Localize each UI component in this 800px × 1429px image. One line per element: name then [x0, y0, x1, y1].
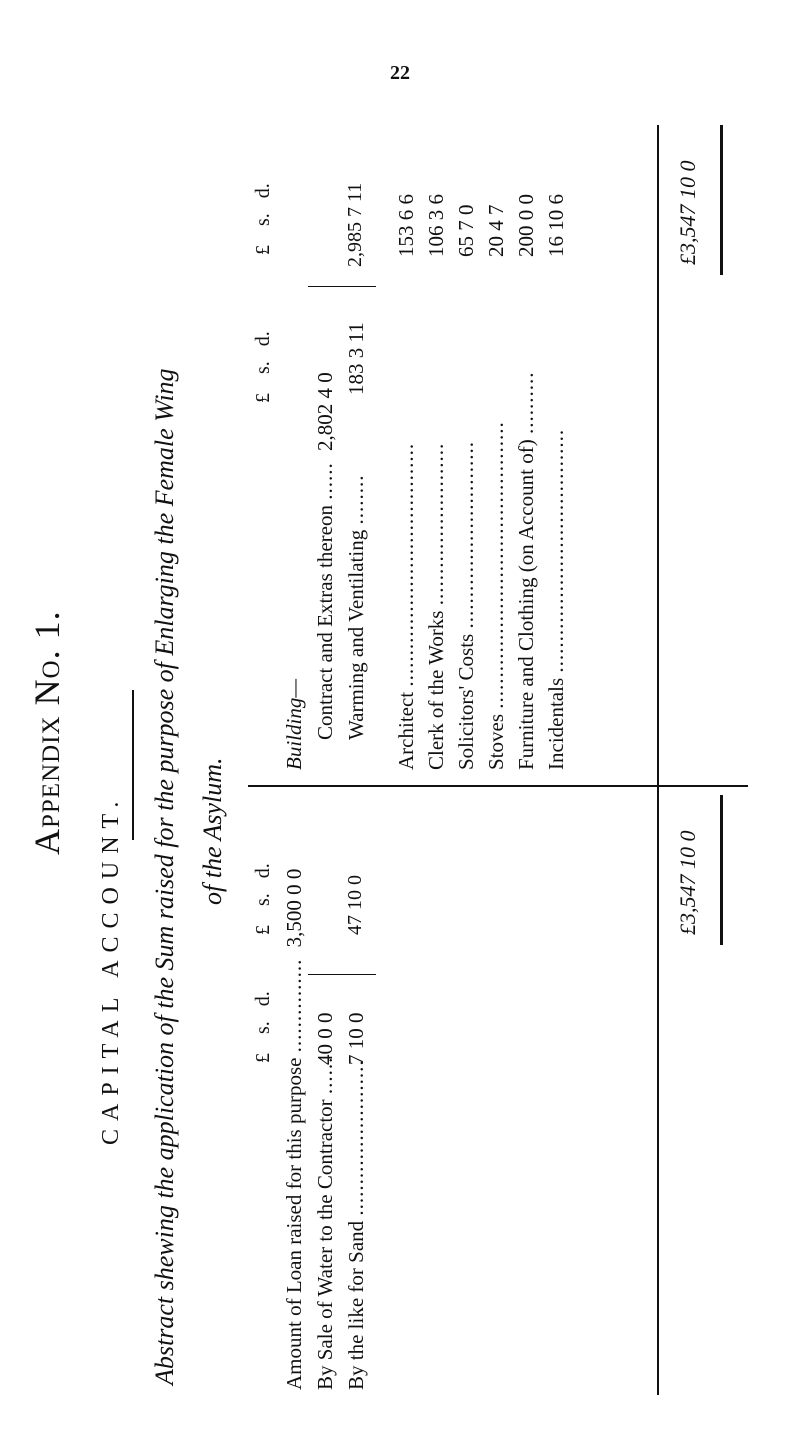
payment-label: Furniture and Clothing (on Account of): [514, 439, 538, 770]
payments-pounds-header: £: [252, 245, 274, 255]
payment-amount: 2,802 4 0: [313, 372, 337, 451]
receipt-label: By the like for Sand: [344, 1220, 368, 1390]
column-divider: [248, 785, 748, 787]
payment-row-incidentals: [544, 194, 569, 770]
receipts-pence-header: d.: [252, 863, 274, 879]
leader-dots: ......: [313, 1056, 337, 1095]
payments-total: £3,547 10 0: [675, 160, 700, 265]
page-number: 22: [390, 62, 410, 84]
payment-row-stoves: [484, 204, 509, 770]
payments-inner-shillings-header: s.: [252, 361, 274, 374]
payment-row-furniture: [514, 194, 539, 770]
receipts-subtotal: 47 10 0: [344, 875, 366, 935]
payment-label: Architect: [394, 691, 418, 770]
payment-amount: 106 3 6: [424, 194, 448, 257]
payment-amount: 153 6 6: [394, 194, 418, 257]
building-heading: Building—: [282, 678, 306, 770]
payments-pence-header: d.: [252, 183, 274, 199]
receipts-inner-pounds-header: £: [252, 1053, 274, 1063]
totals-rule: [657, 125, 659, 1395]
payment-row-contract: [313, 372, 338, 740]
payment-amount: 65 7 0: [454, 204, 478, 257]
payments-inner-pence-header: d.: [252, 331, 274, 347]
payment-label: Solicitors' Costs: [454, 633, 478, 770]
receipts-pounds-header: £: [252, 925, 274, 935]
receipts-total-underline: [720, 795, 723, 945]
receipts-total: £3,547 10 0: [675, 830, 700, 935]
leader-dots: .......................................: [394, 442, 418, 687]
receipt-row-sand: [344, 1012, 369, 1390]
leader-dots: ........: [344, 474, 368, 525]
payment-row-solicitors: [454, 204, 479, 770]
receipts-shillings-header: s.: [252, 893, 274, 906]
receipt-label: Amount of Loan raised for this purpose: [282, 1057, 306, 1390]
payment-label: Stoves: [484, 713, 508, 770]
payment-amount: 16 10 6: [544, 194, 568, 257]
payment-row-architect: [394, 194, 419, 770]
leader-dots: ..............................................: [484, 421, 508, 709]
payment-row-clerk: [424, 194, 449, 770]
payment-label: Clerk of the Works: [424, 610, 448, 770]
rotated-ledger-page: [20, 115, 780, 1415]
leader-dots: .......................................: [544, 428, 568, 673]
building-total: 2,985 7 11: [344, 182, 366, 267]
receipt-amount: 40 0 0: [313, 1012, 337, 1065]
payments-shillings-header: s.: [252, 213, 274, 226]
subtotal-bracket: [308, 974, 376, 975]
payments-inner-pounds-header: £: [252, 393, 274, 403]
receipts-inner-pence-header: d.: [252, 991, 274, 1007]
leader-dots: ..........................: [424, 442, 448, 606]
account-heading: CAPITAL ACCOUNT.: [98, 793, 124, 1145]
leader-dots: .........................: [344, 1059, 368, 1216]
payment-label: Contract and Extras thereon: [313, 505, 337, 740]
appendix-title: Appendix No. 1.: [27, 610, 67, 855]
payments-total-underline: [720, 125, 723, 275]
receipts-inner-shillings-header: s.: [252, 1021, 274, 1034]
leader-dots: ...............: [282, 958, 306, 1053]
leader-dots: ..............................: [454, 441, 478, 629]
payment-amount: 183 3 11: [344, 322, 368, 395]
payment-amount: 20 4 7: [484, 204, 508, 257]
payment-label: Incidentals: [544, 677, 568, 770]
payment-row-warming: [344, 322, 369, 740]
abstract-title-continued: of the Asylum.: [198, 757, 227, 905]
receipt-row-water: [313, 1012, 338, 1390]
payment-label: Warming and Ventilating: [344, 529, 368, 740]
payment-amount: 200 0 0: [514, 194, 538, 257]
abstract-title: Abstract shewing the application of the Sum raised for the purpose of Enlarging the Female Wing: [150, 368, 179, 1385]
leader-dots: ......: [313, 462, 337, 500]
receipt-amount: 3,500 0 0: [282, 868, 306, 948]
leader-dots: ..........: [514, 371, 538, 435]
title-underline: [132, 690, 134, 840]
receipt-row-loan: [282, 869, 307, 1390]
building-bracket: [308, 286, 376, 287]
receipt-amount: 7 10 0: [344, 1012, 368, 1065]
receipt-label: By Sale of Water to the Contractor: [313, 1099, 337, 1390]
